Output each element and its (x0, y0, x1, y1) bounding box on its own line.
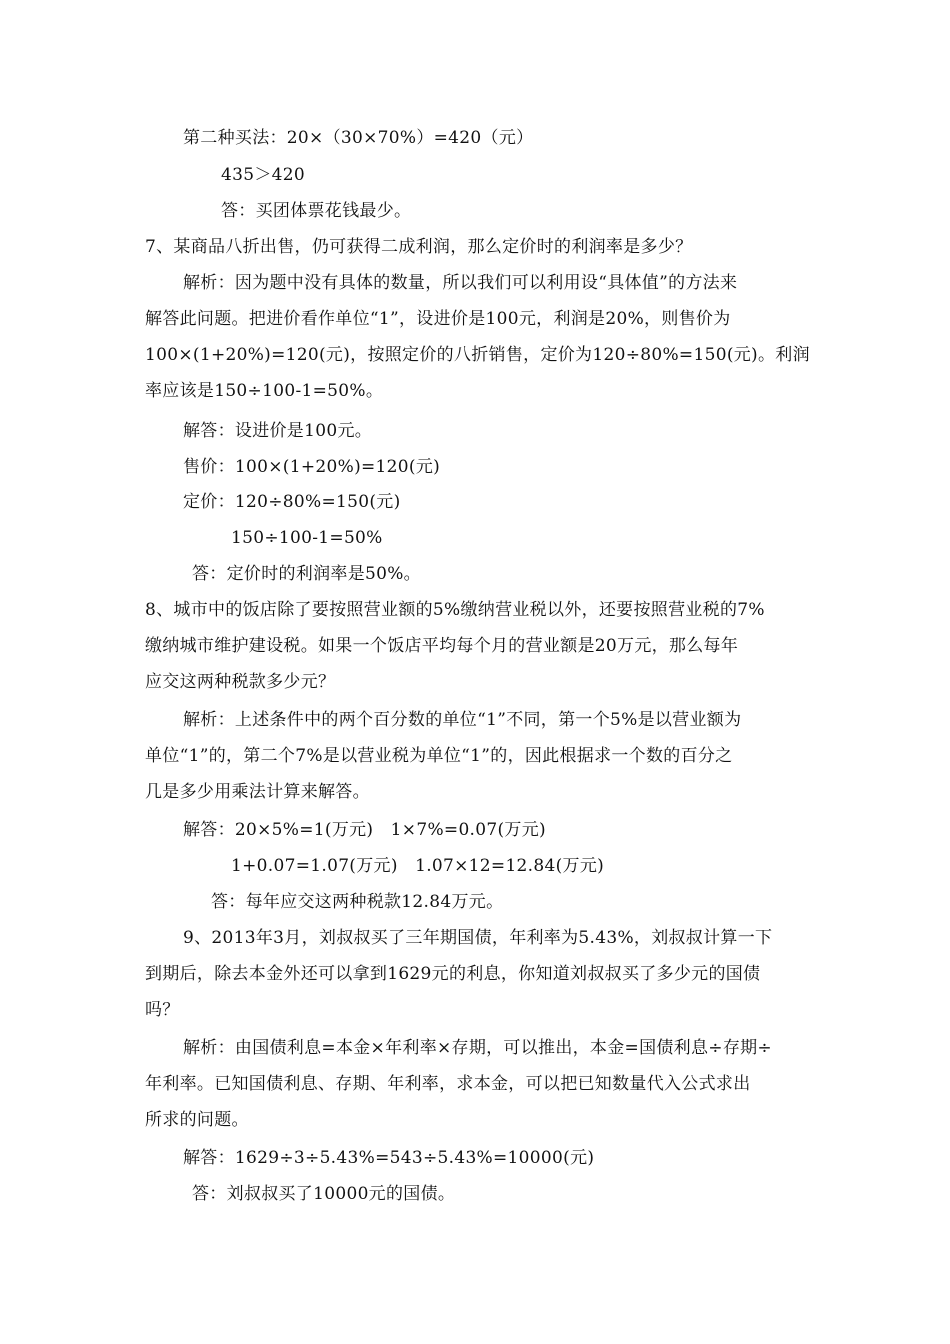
text-line: 1+0.07=1.07(万元) 1.07×12=12.84(万元) (231, 856, 605, 876)
text-line: 435＞420 (221, 165, 305, 185)
text-line: 100×(1+20%)=120(元)，按照定价的八折销售，定价为120÷80%=150(元)。利润 (145, 345, 810, 365)
text-line: 答：刘叔叔买了10000元的国债。 (192, 1184, 456, 1204)
text-line: 第二种买法：20×（30×70%）=420（元） (183, 128, 534, 148)
text-line: 所求的问题。 (145, 1110, 249, 1130)
question-7: 7、某商品八折出售，仍可获得二成利润，那么定价时的利润率是多少？ (145, 237, 693, 257)
question-9: 9、2013年3月，刘叔叔买了三年期国债，年利率为5.43%，刘叔叔计算一下 (183, 928, 773, 948)
text-line: 吗？ (145, 1000, 180, 1020)
text-line: 几是多少用乘法计算来解答。 (145, 782, 370, 802)
text-line: 答：每年应交这两种税款12.84万元。 (211, 892, 504, 912)
text-line: 应交这两种税款多少元？ (145, 672, 336, 692)
text-line: 解析：上述条件中的两个百分数的单位“1”不同，第一个5%是以营业额为 (183, 710, 742, 730)
text-line: 率应该是150÷100-1=50%。 (145, 381, 384, 401)
text-line: 答：买团体票花钱最少。 (221, 201, 412, 221)
question-8: 8、城市中的饭店除了要按照营业额的5%缴纳营业税以外，还要按照营业税的7% (145, 600, 765, 620)
text-line: 答：定价时的利润率是50%。 (192, 564, 421, 584)
text-line: 缴纳城市维护建设税。如果一个饭店平均每个月的营业额是20万元，那么每年 (145, 636, 739, 656)
text-line: 售价：100×(1+20%)=120(元) (183, 457, 441, 477)
text-line: 年利率。已知国债利息、存期、年利率，求本金，可以把已知数量代入公式求出 (145, 1074, 751, 1094)
text-line: 解答：设进价是100元。 (183, 421, 373, 441)
text-line: 150÷100-1=50% (231, 528, 383, 548)
text-line: 解答：1629÷3÷5.43%=543÷5.43%=10000(元) (183, 1148, 595, 1168)
text-line: 解析：因为题中没有具体的数量，所以我们可以利用设“具体值”的方法来 (183, 273, 738, 293)
text-line: 解答：20×5%=1(万元) 1×7%=0.07(万元) (183, 820, 546, 840)
text-line: 解答此问题。把进价看作单位“1”，设进价是100元，利润是20%，则售价为 (145, 309, 731, 329)
text-line: 到期后，除去本金外还可以拿到1629元的利息，你知道刘叔叔买了多少元的国债 (145, 964, 761, 984)
text-line: 解析：由国债利息=本金×年利率×存期，可以推出，本金=国债利息÷存期÷ (183, 1038, 772, 1058)
text-line: 定价：120÷80%=150(元) (183, 492, 401, 512)
text-line: 单位“1”的，第二个7%是以营业税为单位“1”的，因此根据求一个数的百分之 (145, 746, 733, 766)
